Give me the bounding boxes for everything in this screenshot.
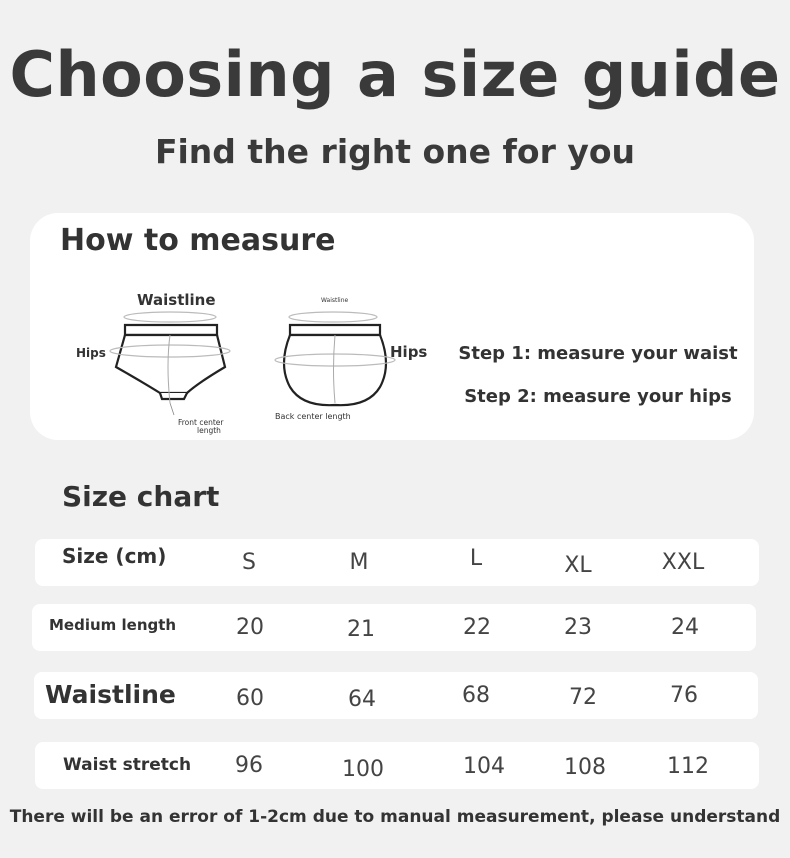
size-header-label: Size (cm): [62, 544, 167, 568]
cell-value: 64: [348, 687, 376, 712]
cell-value: 60: [236, 686, 264, 711]
table-row: [35, 742, 759, 789]
front-center-label-line2: length: [197, 426, 221, 435]
cell-value: 68: [462, 683, 490, 708]
front-brief-illustration: [110, 312, 230, 415]
front-hips-label: Hips: [76, 346, 106, 360]
step-1: Step 1: measure your waist: [458, 343, 738, 364]
size-s: S: [242, 550, 256, 575]
back-center-label: Back center length: [275, 412, 351, 421]
front-center-label-line1: Front center: [178, 418, 224, 427]
size-l: L: [469, 546, 483, 571]
row-label-waist-stretch: Waist stretch: [63, 755, 192, 775]
cell-value: 108: [564, 755, 606, 780]
size-chart-heading: Size chart: [62, 480, 220, 513]
row-label-waistline: Waistline: [45, 680, 176, 709]
how-to-measure-card: [30, 213, 754, 440]
measurement-diagram: [70, 285, 428, 435]
cell-value: 96: [235, 753, 263, 778]
back-hips-label: Hips: [390, 343, 428, 361]
page-title: Choosing a size guide: [9, 38, 781, 111]
table-row: [32, 604, 756, 651]
row-label-medium-length: Medium length: [49, 616, 177, 634]
size-xxl: XXL: [661, 550, 705, 575]
cell-value: 112: [667, 754, 709, 779]
how-to-measure-heading: How to measure: [60, 223, 336, 258]
back-waistline-label: Waistline: [321, 297, 349, 304]
size-m: M: [349, 550, 369, 575]
step-2: Step 2: measure your hips: [464, 386, 732, 407]
back-brief-illustration: [275, 312, 395, 405]
cell-value: 21: [347, 617, 375, 642]
front-waistline-label: Waistline: [137, 291, 216, 309]
size-header-row: [35, 539, 759, 586]
cell-value: 72: [569, 685, 597, 710]
page-subtitle: Find the right one for you: [154, 132, 636, 171]
cell-value: 22: [463, 615, 491, 640]
size-xl: XL: [564, 553, 592, 578]
measurement-error-note: There will be an error of 1-2cm due to manual measurement, please understand: [9, 807, 781, 827]
cell-value: 24: [671, 615, 699, 640]
cell-value: 23: [564, 615, 592, 640]
cell-value: 100: [342, 757, 384, 782]
cell-value: 104: [463, 754, 505, 779]
measure-steps: [448, 341, 748, 427]
cell-value: 20: [236, 615, 264, 640]
cell-value: 76: [670, 683, 698, 708]
table-row: [34, 672, 758, 719]
